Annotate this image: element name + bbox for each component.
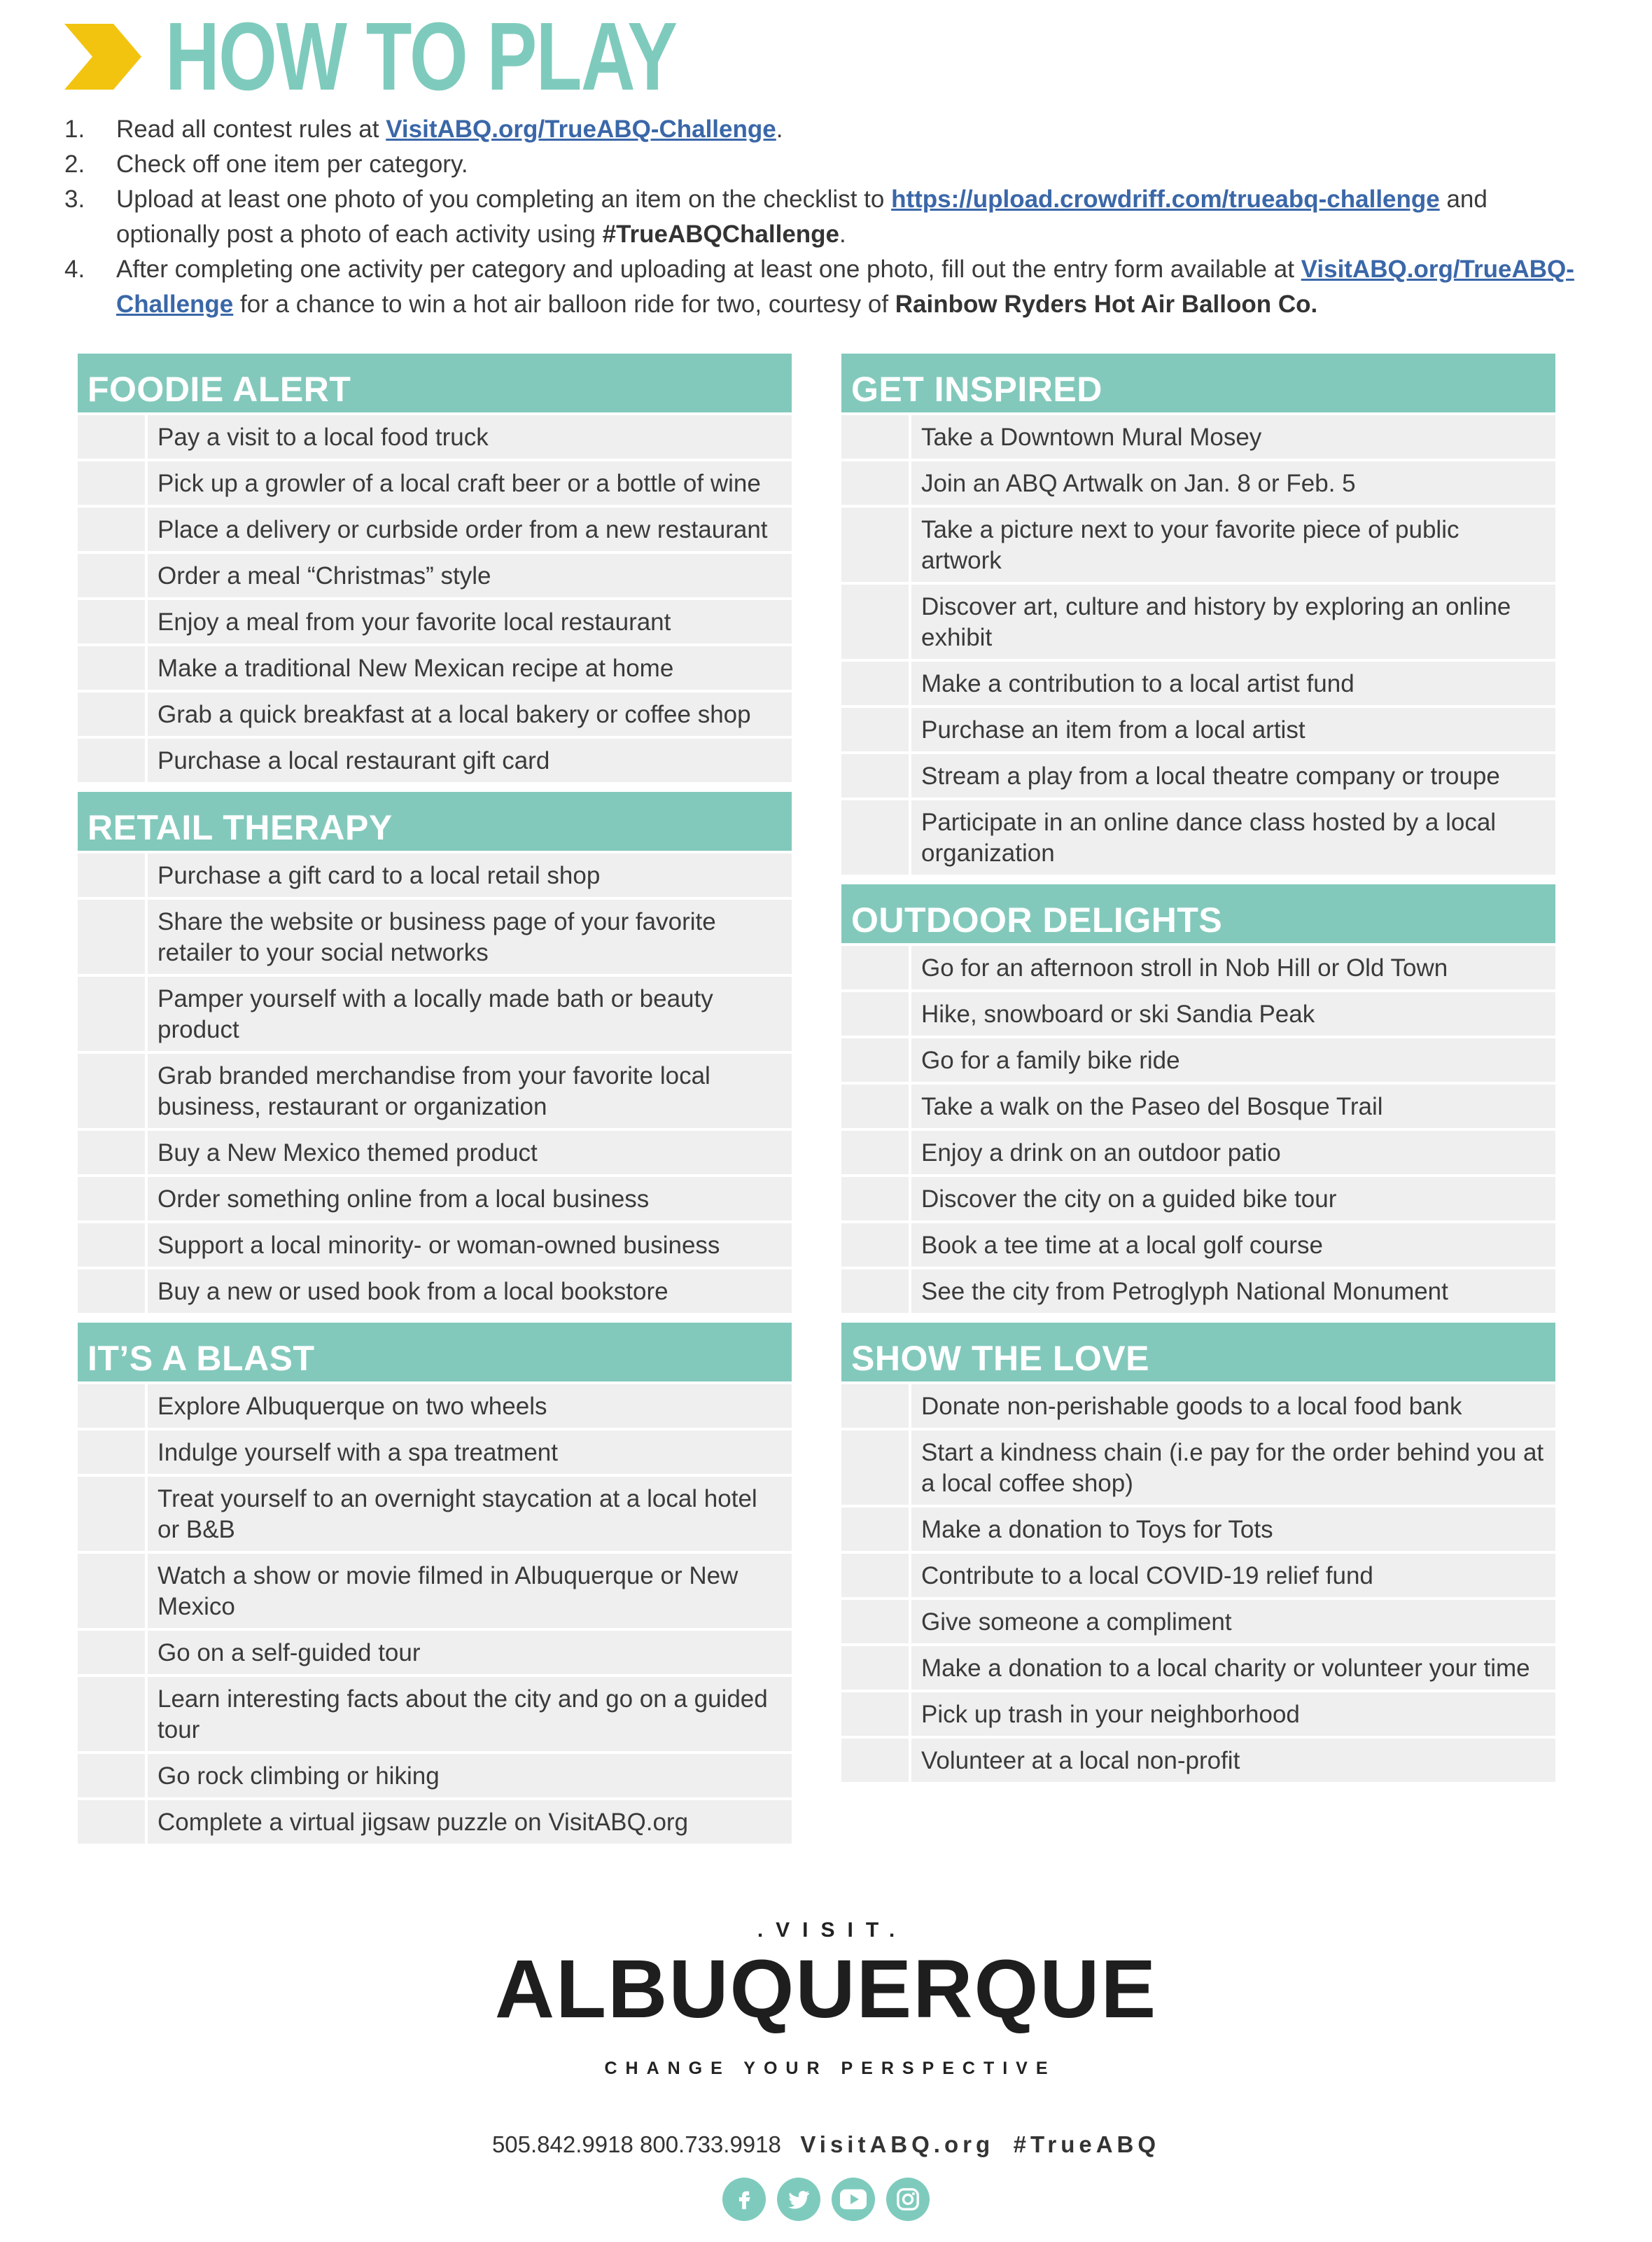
checklist-item-label: Pamper yourself with a locally made bath or beauty product — [158, 985, 713, 1043]
section-title: OUTDOOR DELIGHTS — [851, 900, 1223, 940]
rule-text: Read all contest rules at — [116, 116, 386, 143]
checklist-row — [78, 1054, 792, 1128]
checklist-item-label: Share the website or business page of your favorite retailer to your social networks — [158, 908, 716, 966]
checklist-row — [841, 1177, 1555, 1220]
section-header — [78, 1323, 792, 1381]
checklist-item-label: Discover art, culture and history by exploring an online exhibit — [921, 593, 1511, 651]
checklist-item-label: Go rock climbing or hiking — [158, 1762, 440, 1790]
logo-tagline: CHANGE YOUR PERSPECTIVE — [604, 2059, 1056, 2078]
checklist-row — [78, 1677, 792, 1751]
checkbox[interactable] — [78, 1223, 148, 1267]
chevron-right-icon — [64, 18, 141, 95]
logo-visit-text: .VISIT. — [757, 1919, 908, 1942]
checkbox[interactable] — [78, 977, 148, 1051]
checklist-item-label: Go on a self-guided tour — [158, 1639, 421, 1666]
checkbox[interactable] — [841, 1085, 911, 1128]
checkbox[interactable] — [841, 1038, 911, 1082]
section-foodie-alert — [78, 354, 792, 782]
checklist-item-label: Buy a New Mexico themed product — [158, 1139, 538, 1167]
checklist-row — [78, 1384, 792, 1428]
checkbox[interactable] — [841, 946, 911, 989]
section-header — [841, 354, 1555, 412]
youtube-icon[interactable] — [832, 2178, 875, 2221]
checklist-row — [841, 461, 1555, 505]
section-show-the-love — [841, 1323, 1555, 1782]
checkbox[interactable] — [841, 1223, 911, 1267]
checklist-item-label: Complete a virtual jigsaw puzzle on VisitABQ.org — [158, 1809, 689, 1836]
checkbox[interactable] — [841, 1177, 911, 1220]
checkbox[interactable] — [78, 461, 148, 505]
checklist-row — [78, 1269, 792, 1313]
social-icons — [0, 2178, 1652, 2221]
rule-text: After completing one activity per category and uploading at least one photo, fill out the entry form available at — [116, 256, 1301, 283]
checkbox[interactable] — [78, 900, 148, 974]
checklist-row — [841, 1646, 1555, 1690]
checklist-item-label: Join an ABQ Artwalk on Jan. 8 or Feb. 5 — [921, 470, 1356, 497]
checklist-item-label: Support a local minority- or woman-owned business — [158, 1232, 720, 1259]
checkbox[interactable] — [841, 1131, 911, 1174]
section-header — [78, 354, 792, 412]
rule-text: for a chance to win a hot air balloon ride for two, courtesy of — [233, 291, 895, 318]
rules-list — [64, 112, 1590, 322]
checklist-row — [78, 1800, 792, 1844]
checkbox[interactable] — [78, 1131, 148, 1174]
checkbox[interactable] — [78, 554, 148, 597]
checklist-item-label: Pick up a growler of a local craft beer or a bottle of wine — [158, 470, 761, 497]
checkbox[interactable] — [78, 692, 148, 736]
checklist-item-label: Give someone a compliment — [921, 1608, 1232, 1636]
checklist-item-label: Purchase an item from a local artist — [921, 716, 1306, 744]
checklist-row — [78, 1131, 792, 1174]
section-outdoor-delights — [841, 884, 1555, 1313]
checklist-item-label: Make a donation to a local charity or volunteer your time — [921, 1655, 1530, 1682]
checklist-row — [78, 554, 792, 597]
section-title: FOODIE ALERT — [88, 370, 351, 409]
rule-text: and optionally post a photo of each activity using — [116, 186, 1488, 248]
rule-text: Check off one item per category. — [116, 151, 468, 178]
section-get-inspired — [841, 354, 1555, 875]
checkbox[interactable] — [841, 800, 911, 875]
checkbox[interactable] — [78, 1477, 148, 1551]
checklist-row — [841, 1739, 1555, 1782]
checklist-item-label: Stream a play from a local theatre company or troupe — [921, 763, 1500, 790]
checkbox[interactable] — [841, 508, 911, 582]
checklist-row — [78, 1177, 792, 1220]
checkbox[interactable] — [841, 1646, 911, 1690]
checklist-row — [78, 415, 792, 459]
checklist-item-label: Order something online from a local business — [158, 1185, 650, 1213]
checklist-item-label: Purchase a gift card to a local retail shop — [158, 862, 601, 889]
checklist-row — [841, 1508, 1555, 1551]
checkbox[interactable] — [841, 1269, 911, 1313]
hashtag-text: #TrueABQChallenge — [602, 221, 840, 248]
checkbox[interactable] — [841, 992, 911, 1036]
checklist-item-label: Take a walk on the Paseo del Bosque Trail — [921, 1093, 1383, 1120]
checklist-item-label: Pick up trash in your neighborhood — [921, 1701, 1300, 1728]
checkbox[interactable] — [841, 708, 911, 751]
checkbox[interactable] — [78, 1754, 148, 1797]
rule-item — [64, 252, 1590, 322]
checklist-row — [841, 585, 1555, 659]
entry-form-link[interactable]: VisitABQ.org/TrueABQ-Challenge — [116, 256, 1574, 318]
checklist-row — [78, 854, 792, 897]
checklist-row — [841, 1269, 1555, 1313]
checklist-row — [841, 1554, 1555, 1597]
checkbox[interactable] — [841, 754, 911, 798]
checklist-item-label: Learn interesting facts about the city and go on a guided tour — [158, 1685, 768, 1743]
checklist-row — [78, 508, 792, 551]
checkbox[interactable] — [841, 662, 911, 705]
checklist-item-label: Enjoy a drink on an outdoor patio — [921, 1139, 1281, 1167]
checkbox[interactable] — [78, 1054, 148, 1128]
checklist-row — [841, 754, 1555, 798]
rule-item — [64, 147, 1590, 182]
checklist-row — [78, 1430, 792, 1474]
checklist-row — [841, 1384, 1555, 1428]
checklist-row — [78, 692, 792, 736]
right-column — [841, 354, 1555, 1792]
checklist-item-label: Take a picture next to your favorite piece of public artwork — [921, 516, 1460, 574]
checklist-row — [841, 1038, 1555, 1082]
checkbox[interactable] — [841, 1508, 911, 1551]
checkbox[interactable] — [78, 415, 148, 459]
rule-text: . — [839, 221, 846, 248]
checkbox[interactable] — [841, 1692, 911, 1736]
checkbox[interactable] — [841, 1430, 911, 1505]
checklist-row — [841, 800, 1555, 875]
rule-text: . — [776, 116, 783, 143]
checkbox[interactable] — [841, 1600, 911, 1643]
section-its-a-blast — [78, 1323, 792, 1844]
checklist-row — [78, 977, 792, 1051]
checklist-item-label: See the city from Petroglyph National Monument — [921, 1278, 1448, 1305]
checklist-row — [78, 739, 792, 782]
checklist-row — [78, 461, 792, 505]
checkbox[interactable] — [78, 854, 148, 897]
checklist-item-label: Participate in an online dance class hosted by a local organization — [921, 809, 1497, 867]
website-link[interactable]: VisitABQ.org — [800, 2131, 995, 2157]
checklist-row — [841, 415, 1555, 459]
section-header — [841, 884, 1555, 943]
contest-rules-link[interactable]: VisitABQ.org/TrueABQ-Challenge — [386, 116, 776, 143]
checklist-item-label: Place a delivery or curbside order from a new restaurant — [158, 516, 768, 543]
checkbox[interactable] — [841, 1384, 911, 1428]
rule-number: 1. — [64, 116, 85, 143]
sponsor-name: Rainbow Ryders Hot Air Balloon Co. — [895, 291, 1318, 318]
checklist-item-label: Take a Downtown Mural Mosey — [921, 424, 1262, 451]
checklist-item-label: Start a kindness chain (i.e pay for the order behind you at a local coffee shop) — [921, 1439, 1544, 1497]
checkbox[interactable] — [78, 600, 148, 643]
checklist-item-label: Contribute to a local COVID-19 relief fund — [921, 1562, 1373, 1589]
checklist-item-label: Explore Albuquerque on two wheels — [158, 1393, 547, 1420]
checklist-row — [841, 708, 1555, 751]
checkbox[interactable] — [841, 585, 911, 659]
checklist-item-label: Hike, snowboard or ski Sandia Peak — [921, 1001, 1315, 1028]
section-title: SHOW THE LOVE — [851, 1339, 1149, 1378]
checklist-row — [841, 946, 1555, 989]
checklist-item-label: Treat yourself to an overnight staycation at a local hotel or B&B — [158, 1485, 757, 1543]
checklist-item-label: Go for a family bike ride — [921, 1047, 1180, 1074]
checkbox[interactable] — [78, 1269, 148, 1313]
checklist-row — [78, 600, 792, 643]
checklist-row — [841, 1223, 1555, 1267]
checklist-row — [78, 646, 792, 690]
rule-text: Upload at least one photo of you completing an item on the checklist to — [116, 186, 892, 213]
phone-numbers: 505.842.9918 800.733.9918 — [491, 2131, 781, 2157]
checklist-row — [841, 1430, 1555, 1505]
checklist-item-label: Pay a visit to a local food truck — [158, 424, 489, 451]
checkbox[interactable] — [841, 1739, 911, 1782]
logo-wordmark: ALBUQUERQUE — [494, 1943, 1158, 2035]
section-retail-therapy — [78, 792, 792, 1313]
checkbox[interactable] — [78, 1677, 148, 1751]
checkbox[interactable] — [78, 1384, 148, 1428]
checklist-row — [78, 1223, 792, 1267]
checkbox[interactable] — [78, 646, 148, 690]
checklist-item-label: Volunteer at a local non-profit — [921, 1747, 1240, 1774]
facebook-icon[interactable] — [722, 2178, 766, 2221]
rule-number: 2. — [64, 151, 85, 178]
checklist-row — [78, 900, 792, 974]
checklist-item-label: Make a traditional New Mexican recipe at home — [158, 655, 674, 682]
page-title: HOW TO PLAY — [165, 3, 677, 111]
checklist-item-label: Buy a new or used book from a local bookstore — [158, 1278, 668, 1305]
checkbox[interactable] — [841, 1554, 911, 1597]
upload-link[interactable]: https://upload.crowdriff.com/trueabq-challenge — [891, 186, 1440, 213]
visit-albuquerque-logo — [0, 1919, 1652, 2079]
checklist-row — [841, 1600, 1555, 1643]
checkbox[interactable] — [78, 1800, 148, 1844]
checkbox[interactable] — [78, 508, 148, 551]
hashtag: #TrueABQ — [1013, 2131, 1161, 2157]
section-title: RETAIL THERAPY — [88, 808, 393, 847]
checkbox[interactable] — [841, 415, 911, 459]
checklist-row — [78, 1631, 792, 1674]
left-column — [78, 354, 792, 1853]
checklist-item-label: Purchase a local restaurant gift card — [158, 747, 550, 774]
checkbox[interactable] — [78, 739, 148, 782]
checklist-item-label: Discover the city on a guided bike tour — [921, 1185, 1337, 1213]
twitter-icon[interactable] — [777, 2178, 820, 2221]
checklist-row — [841, 1131, 1555, 1174]
checkbox[interactable] — [78, 1554, 148, 1628]
rule-number: 3. — [64, 186, 85, 213]
checklist-item-label: Grab a quick breakfast at a local bakery or coffee shop — [158, 701, 751, 728]
checklist-row — [841, 662, 1555, 705]
section-title: IT’S A BLAST — [88, 1339, 315, 1378]
checklist-item-label: Make a donation to Toys for Tots — [921, 1516, 1273, 1543]
section-header — [78, 792, 792, 851]
checklist-row — [78, 1477, 792, 1551]
instagram-icon[interactable] — [886, 2178, 930, 2221]
checkbox[interactable] — [78, 1177, 148, 1220]
checkbox[interactable] — [841, 461, 911, 505]
checklist-item-label: Donate non-perishable goods to a local food bank — [921, 1393, 1462, 1420]
checklist-row — [841, 992, 1555, 1036]
rule-item — [64, 182, 1590, 252]
checklist-item-label: Grab branded merchandise from your favorite local business, restaurant or organization — [158, 1062, 710, 1120]
page-header — [64, 3, 820, 111]
checklist-item-label: Book a tee time at a local golf course — [921, 1232, 1323, 1259]
checklist-row — [78, 1754, 792, 1797]
checklist-item-label: Make a contribution to a local artist fund — [921, 670, 1354, 697]
rule-number: 4. — [64, 256, 85, 283]
checklist-row — [841, 1085, 1555, 1128]
checklist-row — [841, 1692, 1555, 1736]
checklist-item-label: Order a meal “Christmas” style — [158, 562, 491, 590]
checkbox[interactable] — [78, 1631, 148, 1674]
checklist-item-label: Watch a show or movie filmed in Albuquerque or New Mexico — [158, 1562, 738, 1620]
section-header — [841, 1323, 1555, 1381]
checkbox[interactable] — [78, 1430, 148, 1474]
checklist-row — [841, 508, 1555, 582]
checklist-item-label: Indulge yourself with a spa treatment — [158, 1439, 558, 1466]
checklist-item-label: Enjoy a meal from your favorite local restaurant — [158, 608, 671, 636]
rule-item — [64, 112, 1590, 147]
section-title: GET INSPIRED — [851, 370, 1102, 409]
checklist-item-label: Go for an afternoon stroll in Nob Hill or Old Town — [921, 954, 1448, 982]
checklist-row — [78, 1554, 792, 1628]
contact-line — [0, 2131, 1652, 2158]
